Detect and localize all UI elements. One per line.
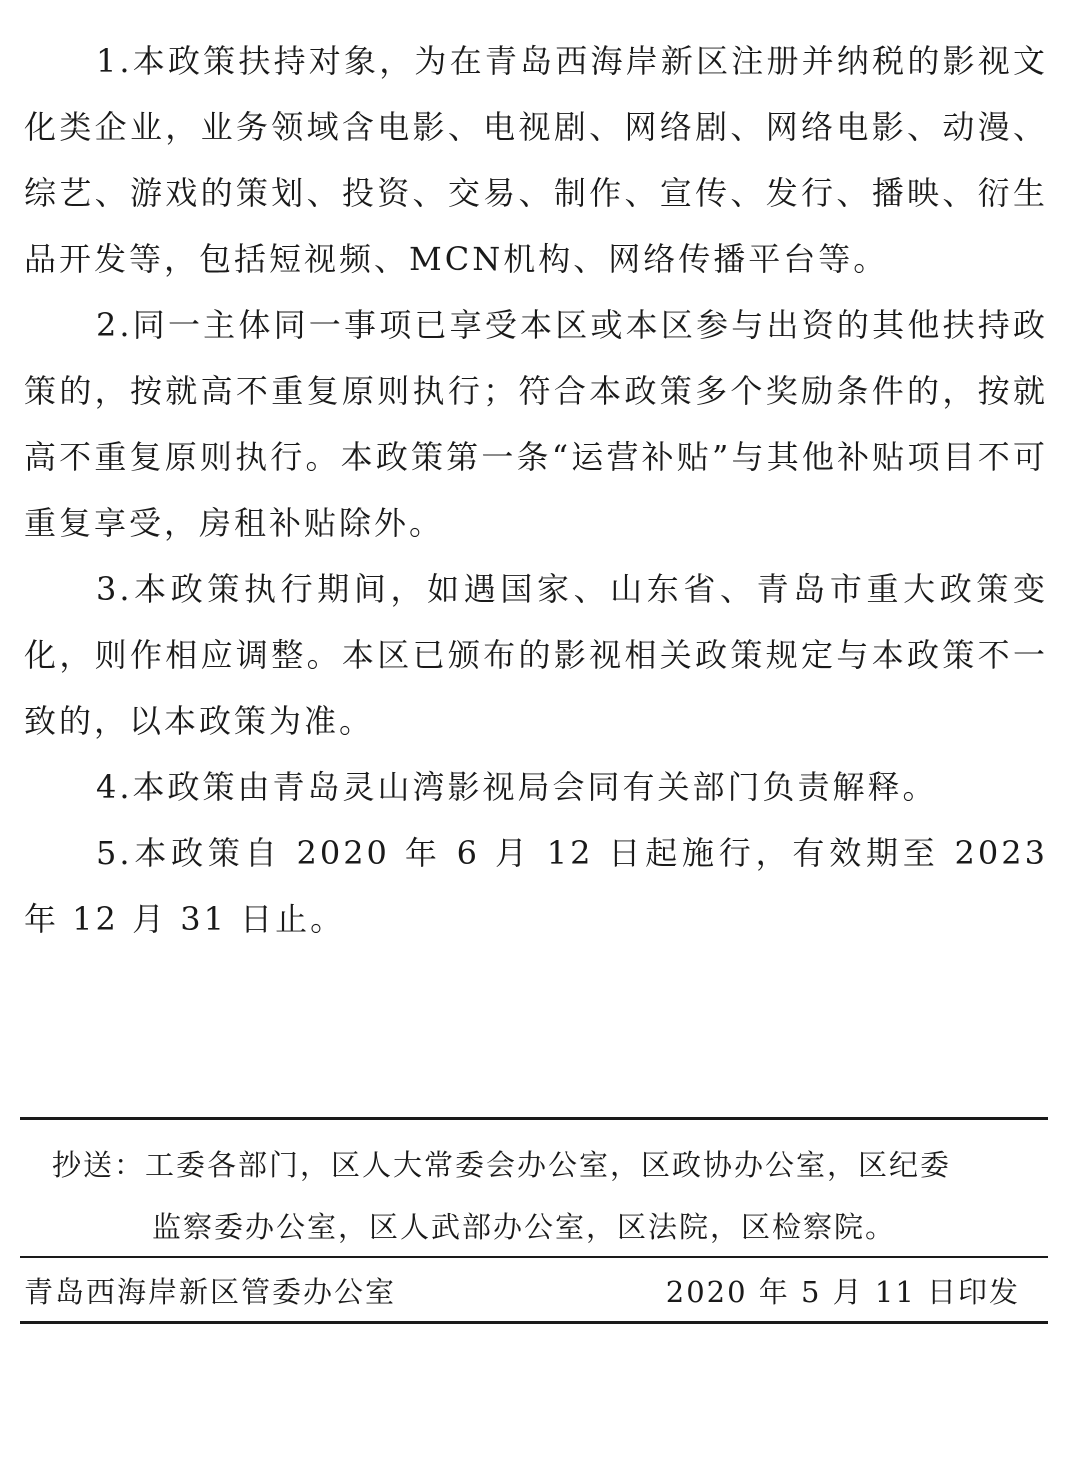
footer-bottom-rule [20, 1321, 1048, 1324]
issuer-office: 青岛西海岸新区管委办公室 [24, 1274, 397, 1309]
footer-top-rule [20, 1117, 1048, 1120]
policy-item-1: 1.本政策扶持对象，为在青岛西海岸新区注册并纳税的影视文化类企业，业务领域含电影、电视剧、网络剧、网络电影、动漫、综艺、游戏的策划、投资、交易、制作、宣传、发行、播映、衍生品开发等，包括短视频、MCN机构、网络传播平台等。 [24, 42, 1048, 278]
issue-date: 2020 年 5 月 11 日印发 [665, 1274, 1020, 1309]
policy-item-2: 2.同一主体同一事项已享受本区或本区参与出资的其他扶持政策的，按就高不重复原则执行；符合本政策多个奖励条件的，按就高不重复原则执行。本政策第一条“运营补贴”与其他补贴项目不可重复享受，房租补贴除外。 [24, 306, 1048, 542]
policy-item-5: 5.本政策自 2020 年 6 月 12 日起施行，有效期至 2023 年 12 月 31 日止。 [24, 834, 1048, 938]
cc-label: 抄送： [52, 1148, 146, 1182]
footer-middle-rule [20, 1256, 1048, 1258]
cc-line-1 [52, 1134, 1032, 1196]
cc-block [52, 1134, 1032, 1258]
policy-item-4: 4.本政策由青岛灵山湾影视局会同有关部门负责解释。 [96, 768, 938, 806]
cc-recipients-line-2: 监察委办公室，区人武部办公室，区法院，区检察院。 [152, 1210, 897, 1244]
policy-item-3: 3.本政策执行期间，如遇国家、山东省、青岛市重大政策变化，则作相应调整。本区已颁布的影视相关政策规定与本政策不一致的，以本政策为准。 [24, 570, 1048, 740]
issuance-footer [24, 1262, 1020, 1318]
policy-body [24, 28, 1048, 952]
cc-recipients-line-1: 工委各部门，区人大常委会办公室，区政协办公室，区纪委 [145, 1148, 952, 1182]
